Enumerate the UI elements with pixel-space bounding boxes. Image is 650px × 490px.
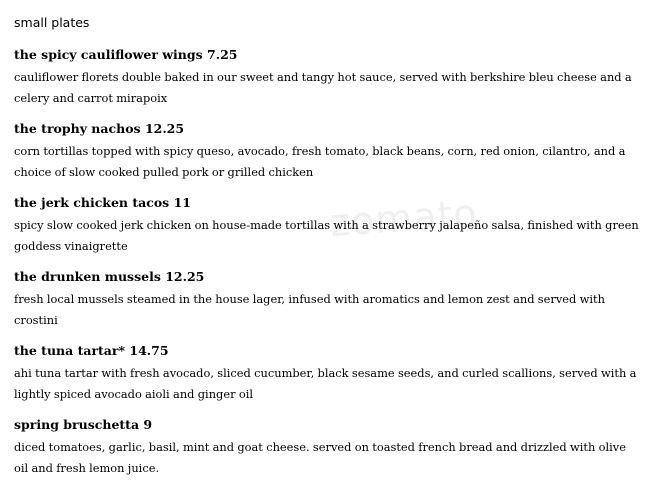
item-name: the spicy cauliflower wings — [14, 47, 203, 62]
item-heading — [14, 342, 639, 360]
zomato-watermark: zomato — [328, 190, 480, 246]
menu-item — [14, 342, 639, 405]
item-price: 12.25 — [165, 269, 205, 284]
item-price: 14.75 — [129, 343, 169, 358]
menu-page — [14, 14, 639, 490]
menu-item — [14, 120, 639, 183]
section-title: small plates — [14, 15, 90, 30]
item-heading — [14, 268, 639, 286]
item-description: cauliflower florets double baked in our sweet and tangy hot sauce, served with berkshire bleu cheese and a celery and carrot mirapoix — [14, 70, 632, 105]
item-heading — [14, 416, 639, 434]
item-name: the tuna tartar* — [14, 343, 126, 358]
item-heading — [14, 194, 639, 212]
item-description: ahi tuna tartar with fresh avocado, sliced cucumber, black sesame seeds, and curled scallions, served with a lightly spiced avocado aioli and ginger oil — [14, 366, 637, 401]
item-description: fresh local mussels steamed in the house lager, infused with aromatics and lemon zest and served with crostini — [14, 292, 605, 327]
menu-item — [14, 416, 639, 479]
item-heading — [14, 46, 639, 64]
item-price: 7.25 — [207, 47, 238, 62]
item-description: spicy slow cooked jerk chicken on house-made tortillas with a strawberry jalapeño salsa, finished with green goddess vinaigrette — [14, 218, 639, 253]
item-price: 12.25 — [144, 121, 185, 136]
menu-item — [14, 268, 639, 331]
item-price: 11 — [173, 195, 191, 210]
menu-item — [14, 46, 639, 109]
item-description: corn tortillas topped with spicy queso, avocado, fresh tomato, black beans, corn, red onion, cilantro, and a choice of slow cooked pulled pork or grilled chicken — [14, 144, 626, 179]
item-price: 9 — [143, 417, 153, 432]
item-name: the jerk chicken tacos — [14, 195, 170, 210]
item-name: spring bruschetta — [14, 417, 140, 432]
item-name: the trophy nachos — [14, 121, 141, 136]
menu-item — [14, 194, 639, 257]
item-heading — [14, 120, 639, 138]
item-name: the drunken mussels — [14, 269, 161, 284]
item-description: diced tomatoes, garlic, basil, mint and goat cheese. served on toasted french bread and drizzled with olive oil and fresh lemon juice. — [14, 440, 626, 475]
